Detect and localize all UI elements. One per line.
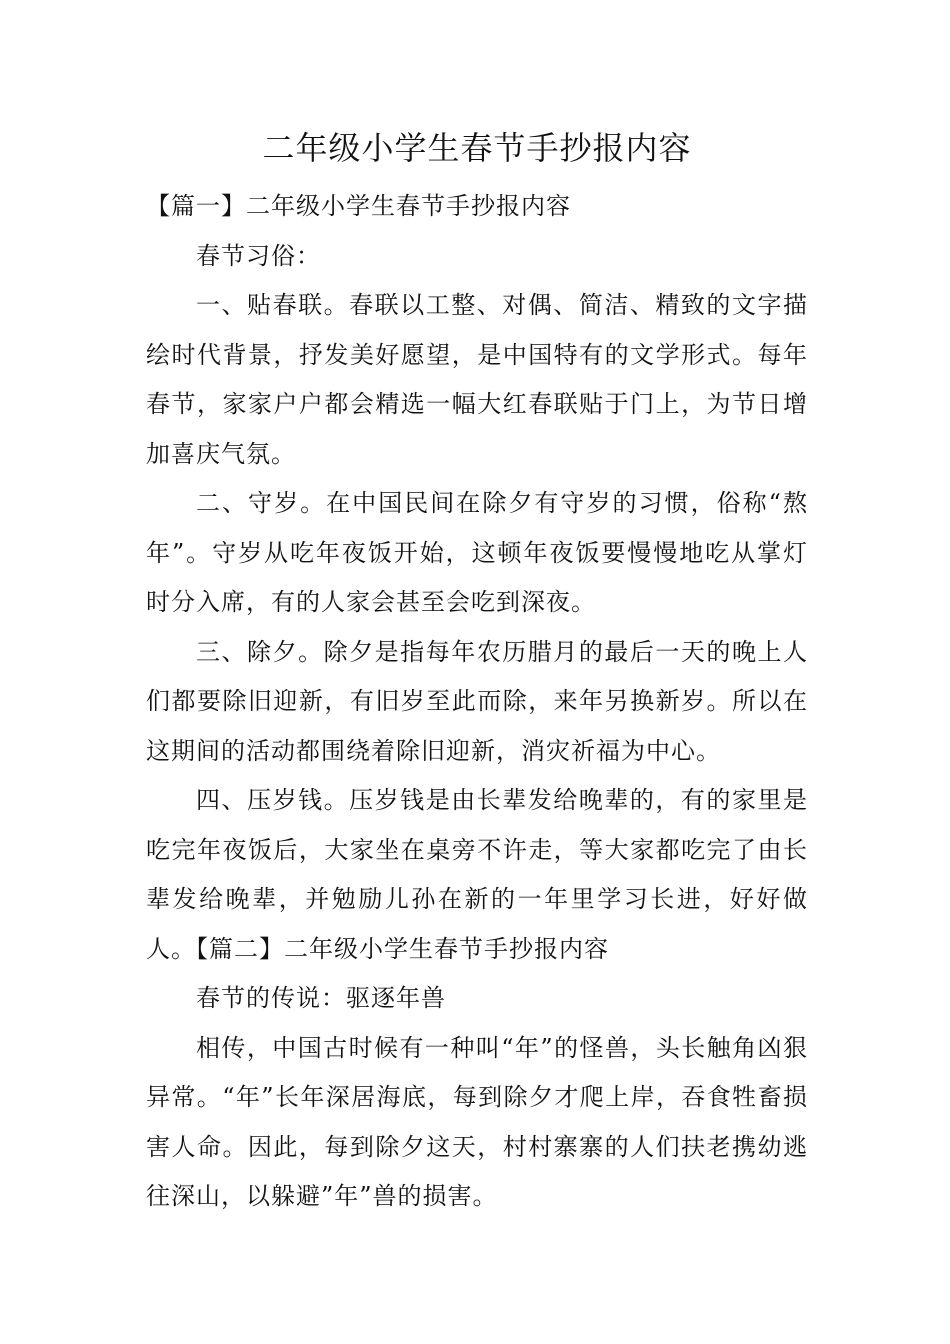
paragraph-legend-heading: 春节的传说：驱逐年兽 <box>196 984 446 1012</box>
paragraph-chuxi: 三、除夕。除夕是指每年农历腊月的最后一天的晚上人们都要除旧迎新，有旧岁至此而除，来年另换新岁。所以在这期间的活动都围绕着除旧迎新，消灾祈福为中心。 <box>146 637 808 765</box>
paragraph-couplets: 一、贴春联。春联以工整、对偶、简洁、精致的文字描绘时代背景，抒发美好愿望，是中国特有的文学形式。每年春节，家家户户都会精选一幅大红春联贴于门上，为节日增加喜庆气氛。 <box>146 291 808 468</box>
paragraph-lucky-money: 四、压岁钱。压岁钱是由长辈发给晚辈的，有的家里是吃完年夜饭后，大家坐在桌旁不许走，等大家都吃完了由长辈发给晚辈，并勉励儿孙在新的一年里学习长进，好好做人。【篇二】二年级小学生春节手抄报内容 <box>146 786 808 963</box>
document-title: 二年级小学生春节手抄报内容 <box>262 129 692 167</box>
paragraph-customs-heading: 春节习俗： <box>196 241 321 270</box>
paragraph-section-one-heading: 【篇一】二年级小学生春节手抄报内容 <box>146 192 571 220</box>
paragraph-nian-legend: 相传，中国古时候有一种叫“年”的怪兽，头长触角凶狠异常。“年”长年深居海底，每到除夕才爬上岸，吞食牲畜损害人命。因此，每到除夕这天，村村寨寨的人们扶老携幼逃往深山，以躲避”年”兽的损害。 <box>146 1033 808 1210</box>
document-page <box>146 120 808 1222</box>
paragraph-shousui: 二、守岁。在中国民间在除夕有守岁的习惯，俗称“熬年”。守岁从吃年夜饭开始，这顿年夜饭要慢慢地吃从掌灯时分入席，有的人家会甚至会吃到深夜。 <box>146 489 808 616</box>
